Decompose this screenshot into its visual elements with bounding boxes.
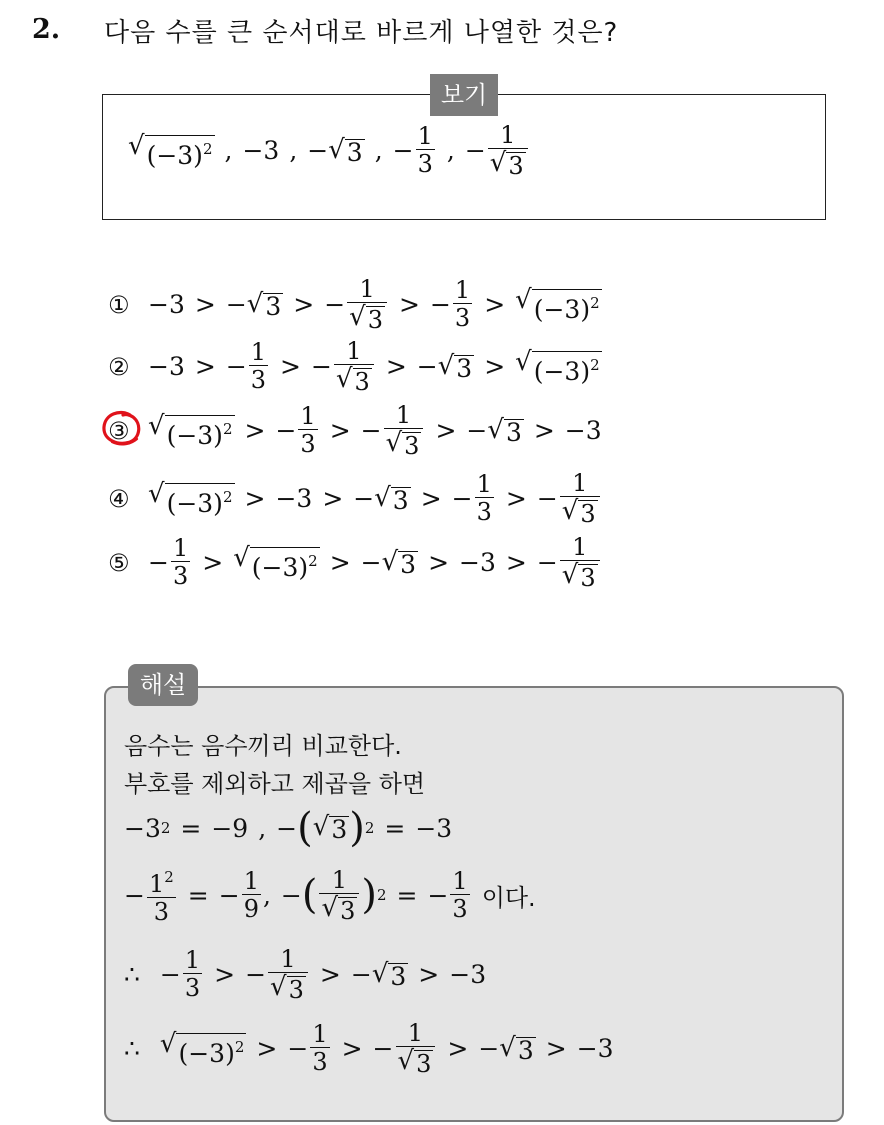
solution-line-5: ∴ − $\frac{1}{3}$ > − 1 √ 3 > − √ 3 > −3 (124, 945, 487, 1004)
neg-three: −3 (242, 136, 280, 165)
question-number: 2. (32, 14, 61, 45)
sqrt-term: √ $(-3)^2$ (128, 131, 213, 170)
option-3[interactable]: ③ √ $(-3)^2$ > − $\frac{1}{3}$ > − 1 √ 3 > − √ 3 > −3 (108, 401, 602, 460)
question-text: 다음 수를 큰 순서대로 바르게 나열한 것은? (104, 18, 619, 48)
option-2[interactable]: ② −3 > − $\frac{1}{3}$ > − 1 √ 3 > − √ 3 > √ $(-3)^2$ (108, 337, 600, 396)
bogi-expression: √ $(-3)^2$ , −3 , − √ 3 , − $\frac{1}{3}$ , − 1 √ 3 (128, 122, 530, 179)
option-1[interactable]: ① −3 > − √ 3 > − 1 √ 3 > − $\frac{1}{3}$ > √ $(-3)^2$ (108, 275, 600, 334)
solution-line-2: 부호를 제외하고 제곱을 하면 (124, 770, 426, 798)
solution-line-3: −3 2 = −9 , − ( √ 3 ) 2 = −3 (124, 805, 453, 851)
answer-circle-icon (100, 408, 144, 448)
option-5[interactable]: ⑤ − $\frac{1}{3}$ > √ $(-3)^2$ > − √ 3 > −3 > − 1 √ 3 (108, 534, 602, 591)
therefore-symbol: ∴ (124, 960, 140, 989)
therefore-symbol: ∴ (124, 1034, 140, 1063)
solution-label: 해설 (128, 664, 198, 706)
bogi-label: 보기 (430, 74, 498, 116)
option-4[interactable]: ④ √ $(-3)^2$ > −3 > − √ 3 > − $\frac{1}{3}$ > − 1 √ 3 (108, 470, 602, 527)
solution-line-6: ∴ √ $(-3)^2$ > − $\frac{1}{3}$ > − 1 √ 3 > − √ 3 > −3 (124, 1019, 614, 1078)
solution-line-4: − $\frac{1^2}{3}$ = − $\frac{1}{9}$ , − ( 1 √ 3 ) 2 = − $\frac{1}{3}$ 이다. (124, 865, 536, 926)
solution-suffix: 이다. (481, 883, 536, 912)
solution-line-1: 음수는 음수끼리 비교한다. (124, 732, 402, 760)
